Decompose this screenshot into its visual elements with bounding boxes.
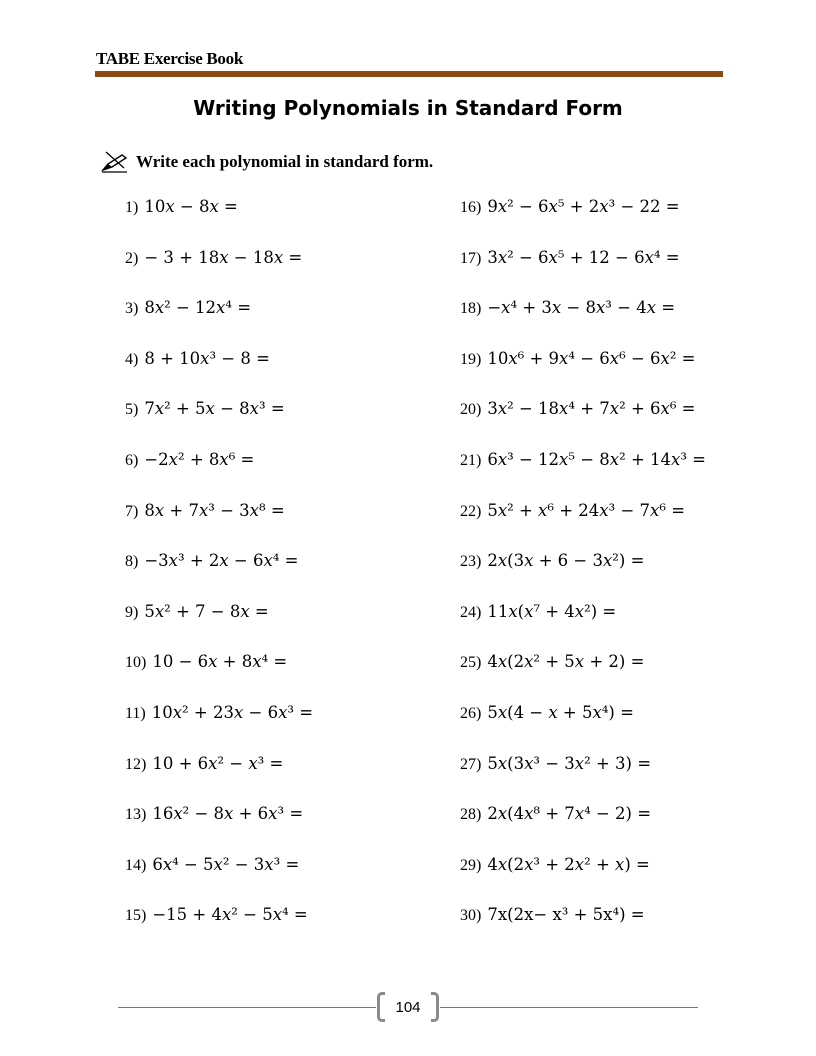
instruction (100, 150, 433, 174)
problem-item (125, 197, 313, 248)
problem-expression: 5𝑥² + 7 − 8𝑥 = (144, 601, 269, 621)
problem-item (460, 399, 706, 450)
problem-item (460, 551, 706, 602)
problem-expression: 8𝑥 + 7𝑥³ − 3𝑥⁸ = (144, 500, 285, 520)
problem-number: 1) (125, 199, 139, 216)
problem-number: 15) (125, 907, 147, 925)
problem-expression: 8𝑥² − 12𝑥⁴ = (144, 298, 252, 318)
problem-expression: −3𝑥³ + 2𝑥 − 6𝑥⁴ = (144, 551, 299, 571)
problem-item (125, 551, 313, 602)
problem-expression: 8 + 10𝑥³ − 8 = (144, 348, 270, 368)
problem-item (125, 804, 313, 855)
problem-expression: 7𝑥² + 5𝑥 − 8𝑥³ = (144, 399, 285, 419)
page-number: 104 (395, 998, 421, 1016)
problem-number: 8) (125, 553, 139, 571)
problem-expression: 6𝑥⁴ − 5𝑥² − 3𝑥³ = (152, 854, 300, 874)
problem-item (460, 804, 706, 855)
problem-number: 29) (460, 856, 482, 874)
problem-item (460, 703, 706, 754)
problems-right-column (460, 197, 706, 956)
problem-item (460, 450, 706, 501)
problem-number: 25) (460, 654, 482, 672)
problem-item (125, 855, 313, 906)
footer-rule-left (118, 1007, 376, 1008)
problem-expression: 10𝑥 − 8𝑥 = (144, 197, 238, 216)
instruction-text: Write each polynomial in standard form. (136, 152, 434, 171)
problem-expression: 5𝑥² + 𝑥⁶ + 24𝑥³ − 7𝑥⁶ = (487, 500, 686, 520)
problem-item (460, 349, 706, 400)
problem-number: 10) (125, 654, 147, 672)
problem-expression: 2𝑥(3𝑥 + 6 − 3𝑥²) = (487, 551, 645, 571)
pencil-icon (100, 150, 130, 174)
problem-expression: −2𝑥² + 8𝑥⁶ = (144, 449, 255, 469)
problem-item (460, 855, 706, 906)
problem-number: 18) (460, 300, 482, 318)
problem-expression: 6𝑥³ − 12𝑥⁵ − 8𝑥² + 14𝑥³ = (487, 449, 707, 469)
problem-number: 20) (460, 401, 482, 419)
problem-number: 3) (125, 300, 139, 318)
problem-number: 30) (460, 907, 482, 925)
problem-item (460, 602, 706, 653)
footer-rule-right (440, 1007, 698, 1008)
problem-expression: 11𝑥(𝑥⁷ + 4𝑥²) = (487, 601, 617, 621)
page-title: Writing Polynomials in Standard Form (193, 96, 623, 120)
problem-number: 17) (460, 249, 482, 267)
problem-number: 13) (125, 806, 147, 824)
problem-expression: 16𝑥² − 8𝑥 + 6𝑥³ = (152, 804, 304, 824)
problem-item (460, 197, 706, 248)
problem-number: 28) (460, 806, 482, 824)
problem-number: 11) (125, 704, 146, 722)
problem-number: 12) (125, 755, 147, 773)
problem-item (125, 349, 313, 400)
problem-number: 16) (460, 199, 482, 216)
header-rule (95, 71, 723, 77)
problem-item (460, 905, 706, 956)
problem-expression: −𝑥⁴ + 3𝑥 − 8𝑥³ − 4𝑥 = (487, 298, 676, 318)
problem-number: 4) (125, 350, 139, 368)
problem-number: 26) (460, 704, 482, 722)
problem-number: 5) (125, 401, 139, 419)
problem-item (125, 905, 313, 956)
problem-item (125, 298, 313, 349)
problem-expression: 7x(2x− x³ + 5x⁴) = (487, 905, 645, 925)
problem-expression: 9𝑥² − 6𝑥⁵ + 2𝑥³ − 22 = (487, 197, 680, 216)
problem-item (460, 501, 706, 552)
problem-item (460, 652, 706, 703)
problem-number: 24) (460, 603, 482, 621)
problem-expression: 10𝑥⁶ + 9𝑥⁴ − 6𝑥⁶ − 6𝑥² = (487, 348, 696, 368)
problem-expression: 10 + 6𝑥² − 𝑥³ = (152, 753, 284, 773)
problem-expression: 4𝑥(2𝑥³ + 2𝑥² + 𝑥) = (487, 854, 650, 874)
problem-number: 27) (460, 755, 482, 773)
problem-expression: 3𝑥² − 6𝑥⁵ + 12 − 6𝑥⁴ = (487, 247, 680, 267)
problem-expression: 3𝑥² − 18𝑥⁴ + 7𝑥² + 6𝑥⁶ = (487, 399, 696, 419)
problem-item (125, 754, 313, 805)
problem-expression: − 3 + 18𝑥 − 18𝑥 = (144, 247, 303, 267)
problem-expression: 5𝑥(4 − 𝑥 + 5𝑥⁴) = (487, 702, 634, 722)
problem-item (460, 754, 706, 805)
problem-number: 21) (460, 451, 482, 469)
problem-number: 19) (460, 350, 482, 368)
problem-item (125, 450, 313, 501)
problem-expression: 10 − 6𝑥 + 8𝑥⁴ = (152, 652, 288, 672)
problem-item (125, 652, 313, 703)
problem-item (125, 501, 313, 552)
problem-expression: −15 + 4𝑥² − 5𝑥⁴ = (152, 905, 308, 925)
problem-item (460, 248, 706, 299)
problem-expression: 5𝑥(3𝑥³ − 3𝑥² + 3) = (487, 753, 652, 773)
problem-item (125, 248, 313, 299)
problem-number: 14) (125, 856, 147, 874)
problem-item (125, 703, 313, 754)
problem-expression: 4𝑥(2𝑥² + 5𝑥 + 2) = (487, 652, 645, 672)
problem-item (125, 602, 313, 653)
problem-number: 22) (460, 502, 482, 520)
problem-item (460, 298, 706, 349)
problem-number: 6) (125, 451, 139, 469)
problem-item (125, 399, 313, 450)
problem-number: 23) (460, 553, 482, 571)
problem-number: 2) (125, 249, 139, 267)
problem-expression: 2𝑥(4𝑥⁸ + 7𝑥⁴ − 2) = (487, 804, 652, 824)
problem-number: 9) (125, 603, 139, 621)
problem-expression: 10𝑥² + 23𝑥 − 6𝑥³ = (151, 702, 314, 722)
book-title: TABE Exercise Book (96, 49, 243, 68)
problem-number: 7) (125, 502, 139, 520)
problems-left-column (125, 197, 313, 956)
